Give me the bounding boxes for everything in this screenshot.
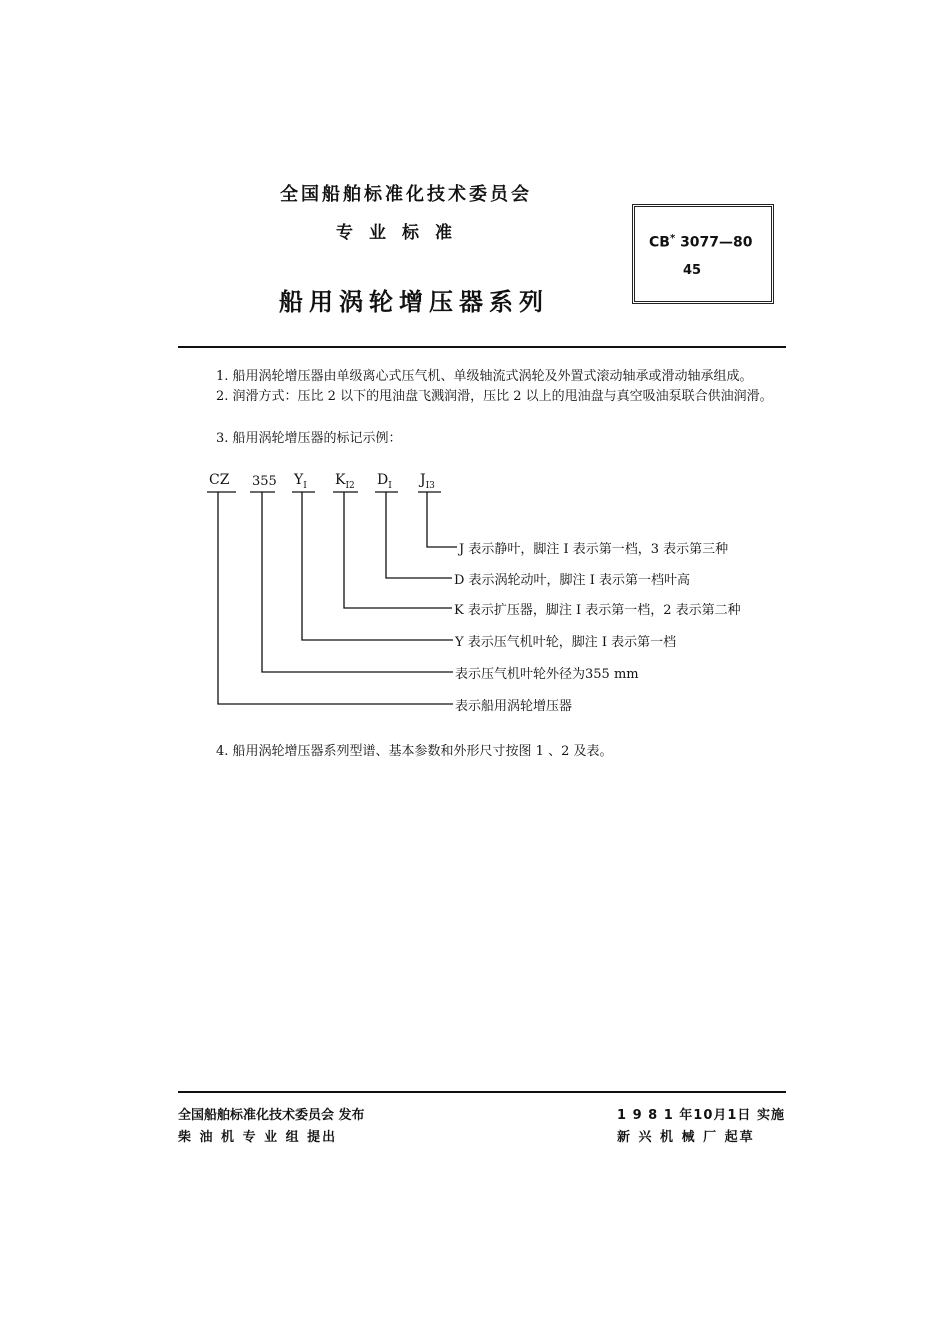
legend-d: D 表示涡轮动叶，脚注 I 表示第一档叶高 <box>454 573 690 588</box>
leader-y <box>302 492 453 640</box>
legend-diameter: 表示压气机叶轮外径为355 mm <box>455 667 639 682</box>
footer-drafter: 新 兴 机 械 厂 起草 <box>617 1130 755 1145</box>
legend-cz: 表示船用涡轮增压器 <box>455 699 573 714</box>
leader-j <box>427 492 457 547</box>
document-title: 船用涡轮增压器系列 <box>279 288 549 316</box>
leader-k <box>344 492 452 608</box>
leader-d <box>386 492 452 578</box>
leader-diameter <box>262 492 453 672</box>
paragraph-2: 2. 润滑方式：压比 2 以下的甩油盘飞溅润滑，压比 2 以上的甩油盘与真空吸油泵联合供油润滑。 <box>216 389 773 404</box>
standard-type: 专业标准 <box>336 223 468 243</box>
designation-part-cz: CZ <box>209 472 230 488</box>
bottom-divider <box>178 1091 786 1093</box>
footer-effective-date: 1 9 8 1 年10月1日 实施 <box>617 1108 785 1123</box>
code-star: * <box>669 233 676 244</box>
footer-issuer: 全国船舶标准化技术委员会 发布 <box>178 1108 365 1123</box>
code-prefix: CB <box>649 234 670 251</box>
paragraph-4: 4. 船用涡轮增压器系列型谱、基本参数和外形尺寸按图 1 、2 及表。 <box>216 744 613 759</box>
paragraph-3: 3. 船用涡轮增压器的标记示例： <box>216 431 402 446</box>
code-number: 3077—80 <box>680 234 753 251</box>
designation-part-j: $J_{I3}$ <box>420 472 435 491</box>
legend-j: J 表示静叶，脚注 I 表示第一档，3 表示第三种 <box>459 542 729 557</box>
standard-subcode: 45 <box>683 263 702 278</box>
designation-part-d: $D_I$ <box>377 472 392 491</box>
designation-part-k: $K_{I2}$ <box>335 472 355 491</box>
paragraph-1: 1. 船用涡轮增压器由单级离心式压气机、单级轴流式涡轮及外置式滚动轴承或滑动轴承组成。 <box>216 369 753 384</box>
legend-k: K 表示扩压器，脚注 I 表示第一档，2 表示第二种 <box>454 603 741 618</box>
footer-proposer: 柴 油 机 专 业 组 提出 <box>178 1130 338 1145</box>
organization-name: 全国船舶标准化技术委员会 <box>280 184 532 205</box>
designation-part-diameter: 355 <box>252 474 277 489</box>
designation-part-y: $Y_I$ <box>294 472 307 491</box>
legend-y: Y 表示压气机叶轮，脚注 I 表示第一档 <box>455 635 677 650</box>
